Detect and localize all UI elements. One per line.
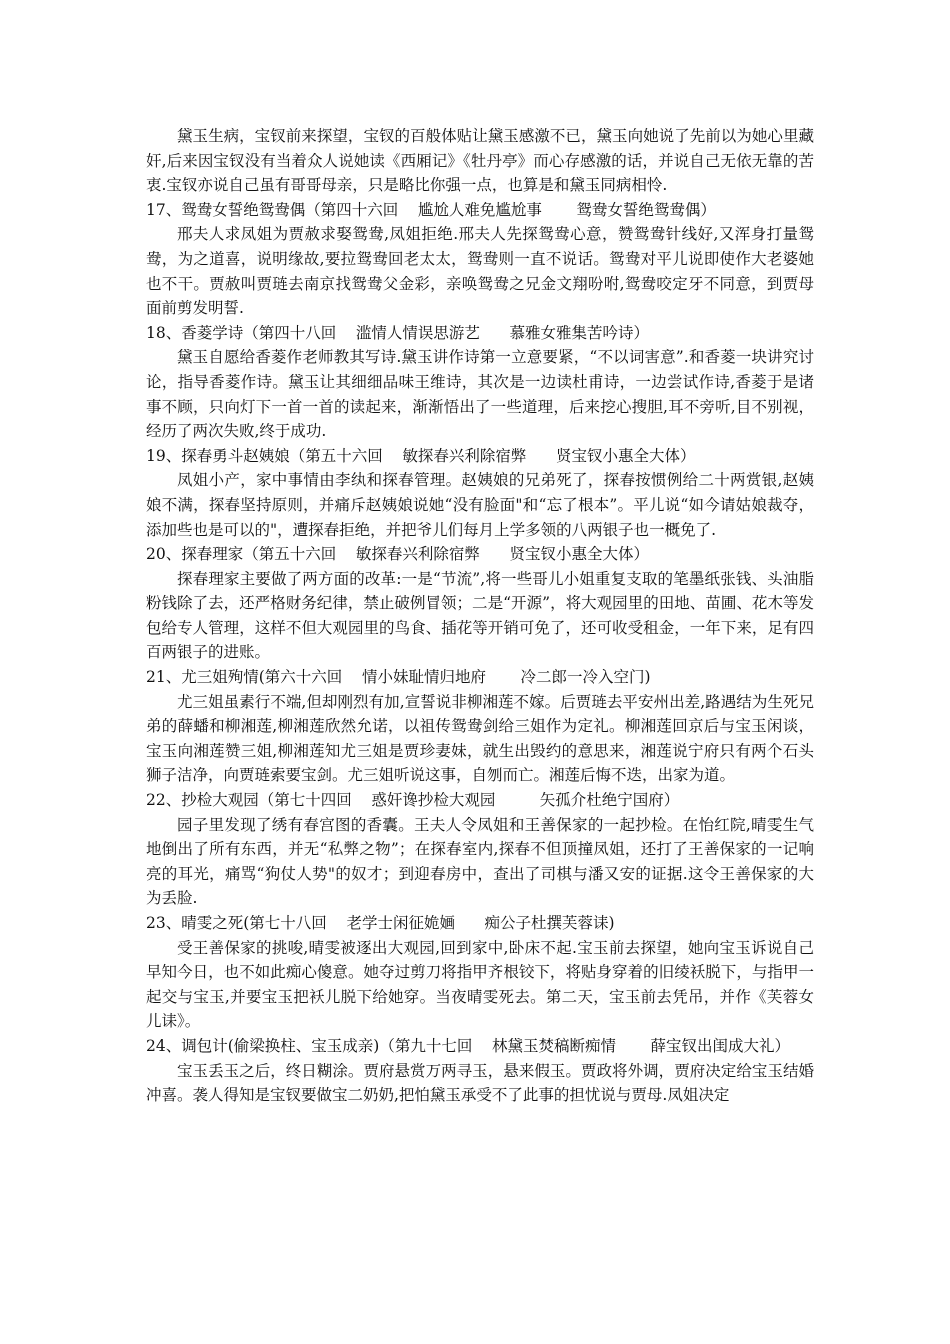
section-heading-17: 17、鸳鸯女誓绝鸳鸯偶（第四十六回 尴尬人难免尴尬事 鸳鸯女誓绝鸳鸯偶） <box>146 200 716 219</box>
section-heading-22: 22、抄检大观园（第七十四回 惑奸谗抄检大观园 矢孤介杜绝宁国府） <box>146 791 680 810</box>
section-heading-23: 23、晴雯之死(第七十八回 老学士闲征姽婳 痴公子杜撰芙蓉诔) <box>146 914 615 932</box>
section-body-19: 凤姐小产，家中事情由李纨和探春管理。赵姨娘的兄弟死了，探春按惯例给二十两赏银,赵姨娘不满，探春坚持原则，并痛斥赵姨娘说她“没有脸面"和“忘了根本”。平儿说“如今请姑娘裁夺，添加些也是可以的"，遭探春拒绝，并把爷儿们每月上学多领的八两银子也一概免了. <box>146 471 814 539</box>
section-heading-18: 18、香菱学诗（第四十八回 滥情人情误思游艺 慕雅女雅集苦吟诗） <box>146 323 649 342</box>
section-heading-21: 21、尤三姐殉情(第六十六回 情小妹耻情归地府 冷二郎一冷入空门) <box>146 668 651 687</box>
section-body-18: 黛玉自愿给香菱作老师教其写诗.黛玉讲作诗第一立意要紧，“不以词害意”.和香菱一块讲究讨论，指导香菱作诗。黛玉让其细细品味王维诗，其次是一边读杜甫诗，一边尝试作诗,香菱于是诸事不顾，只向灯下一首一首的读起来，渐渐悟出了一些道理，后来挖心搜胆,耳不旁听,目不别视，经历了两次失败,终于成功. <box>146 348 814 441</box>
section-body-21: 尤三姐虽素行不端,但却刚烈有加,宣誓说非柳湘莲不嫁。后贾琏去平安州出差,路遇结为生死兄弟的薛蟠和柳湘莲,柳湘莲欣然允诺，以祖传鸳鸯剑给三姐作为定礼。柳湘莲回京后与宝玉闲谈，宝玉向湘莲赞三姐,柳湘莲知尤三姐是贾珍妻妹，就生出毁约的意思来，湘莲说宁府只有两个石头狮子洁净，向贾琏索要宝剑。尤三姐听说这事，自刎而亡。湘莲后悔不迭，出家为道。 <box>146 692 814 785</box>
section-body-23: 受王善保家的挑唆,晴雯被逐出大观园,回到家中,卧床不起.宝玉前去探望，她向宝玉诉说自己早知今日，也不如此痴心傻意。她夺过剪刀将指甲齐根铰下，将贴身穿着的旧绫袄脱下，与指甲一起交与宝玉,并要宝玉把袄儿脱下给她穿。当夜晴雯死去。第二天，宝玉前去凭吊，并作《芙蓉女儿诔》。 <box>146 938 814 1031</box>
section-body-22: 园子里发现了绣有春宫图的香囊。王夫人令凤姐和王善保家的一起抄检。在怡红院,晴雯生气地倒出了所有东西，并无“私弊之物”；在探春室内,探春不但顶撞凤姐，还打了王善保家的一记响亮的耳光，痛骂“狗仗人势"的奴才；到迎春房中，查出了司棋与潘又安的证据.这令王善保家的大为丢脸. <box>146 815 814 908</box>
section-body-20: 探春理家主要做了两方面的改革:一是“节流”,将一些哥儿小姐重复支取的笔墨纸张钱、头油脂粉钱除了去，还严格财务纪律，禁止破例冒领；二是“开源”，将大观园里的田地、苗圃、花木等发包给专人管理，这样不但大观园里的鸟食、插花等开销可免了，还可收受租金，一年下来，足有四百两银子的进账。 <box>146 569 814 662</box>
section-heading-20: 20、探春理家（第五十六回 敏探春兴利除宿弊 贤宝钗小惠全大体） <box>146 545 649 564</box>
section-heading-24: 24、调包计(偷梁换柱、宝玉成亲)（第九十七回 林黛玉焚稿断痴情 薛宝钗出闺成大礼） <box>146 1036 791 1055</box>
section-body-24: 宝玉丢玉之后，终日糊涂。贾府悬赏万两寻玉，悬来假玉。贾政将外调，贾府决定给宝玉结婚冲喜。袭人得知是宝钗要做宝二奶奶,把怕黛玉承受不了此事的担忧说与贾母.凤姐决定 <box>146 1061 814 1105</box>
section-heading-19: 19、探春勇斗赵姨娘（第五十六回 敏探春兴利除宿弊 贤宝钗小惠全大体） <box>146 446 696 465</box>
intro-paragraph: 黛玉生病，宝钗前来探望，宝钗的百般体贴让黛玉感激不已，黛玉向她说了先前以为她心里藏奸,后来因宝钗没有当着众人说她读《西厢记》《牡丹亭》而心存感激的话，并说自己无依无靠的苦衷.宝钗亦说自己虽有哥哥母亲，只是略比你强一点，也算是和黛玉同病相怜. <box>146 127 814 195</box>
document-page <box>146 124 814 1108</box>
section-body-17: 邢夫人求凤姐为贾赦求娶鸳鸯,凤姐拒绝.邢夫人先探鸳鸯心意，赞鸳鸯针线好,又浑身打量鸳鸯，为之道喜，说明缘故,要拉鸳鸯回老太太，鸳鸯则一直不说话。鸳鸯对平儿说即使作大老婆她也不干。贾赦叫贾琏去南京找鸳鸯父金彩，亲唤鸳鸯之兄金文翔吩咐,鸳鸯咬定牙不同意，到贾母面前剪发明誓. <box>146 225 814 318</box>
